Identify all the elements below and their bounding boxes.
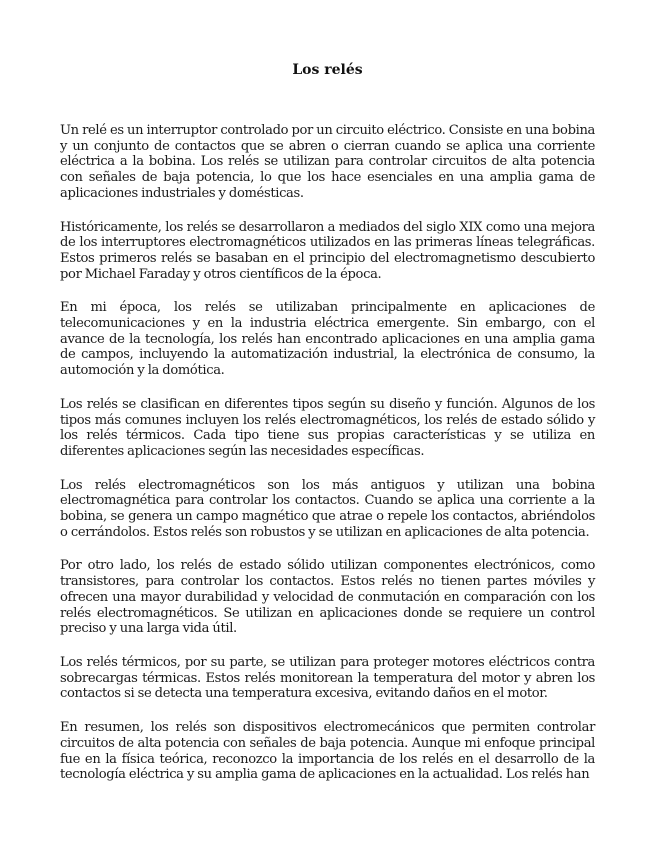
paragraph-applications: En mi época, los relés se utilizaban principalmente en aplicaciones de telecomunicaciones y en la industria eléctrica emergente. Sin embargo, con el avance de la tecnología, los relés han encontrado aplicaciones en una amplia gama de campos, incluyendo la automatización industrial, la electrónica de consumo, la automoción y la domótica. [60, 300, 595, 379]
paragraph-classification: Los relés se clasifican en diferentes tipos según su diseño y función. Algunos de los tipos más comunes incluyen los relés electromagnéticos, los relés de estado sólido y los relés térmicos. Cada tipo tiene sus propias características y se utiliza en diferentes aplicaciones según las necesidades específicas. [60, 396, 595, 459]
paragraph-history: Históricamente, los relés se desarrollaron a mediados del siglo XIX como una mejora de los interruptores electromagnéticos utilizados en las primeras líneas telegráficas. Estos primeros relés se basaban en el principio del electromagnetismo descubierto por Michael Faraday y otros científicos de la época. [60, 219, 595, 282]
paragraph-summary: En resumen, los relés son dispositivos electromecánicos que permiten controlar circuitos de alta potencia con señales de baja potencia. Aunque mi enfoque principal fue en la física teórica, reconozco la importancia de los relés en el desarrollo de la tecnología eléctrica y su amplia gama de aplicaciones en la actualidad. Los relés han [60, 720, 595, 783]
paragraph-electromagnetic-relays: Los relés electromagnéticos son los más antiguos y utilizan una bobina electromagnética para controlar los contactos. Cuando se aplica una corriente a la bobina, se genera un campo magnético que atrae o repele los contactos, abriéndolos o cerrándolos. Estos relés son robustos y se utilizan en aplicaciones de alta potencia. [60, 477, 595, 540]
paragraph-solid-state-relays: Por otro lado, los relés de estado sólido utilizan componentes electrónicos, como transistores, para controlar los contactos. Estos relés no tienen partes móviles y ofrecen una mayor durabilidad y velocidad de conmutación en comparación con los relés electromagnéticos. Se utilizan en aplicaciones donde se requiere un control preciso y una larga vida útil. [60, 558, 595, 637]
document-body [60, 123, 595, 801]
paragraph-definition: Un relé es un interruptor controlado por un circuito eléctrico. Consiste en una bobina y un conjunto de contactos que se abren o cierran cuando se aplica una corriente eléctrica a la bobina. Los relés se utilizan para controlar circuitos de alta potencia con señales de baja potencia, lo que los hace esenciales en una amplia gama de aplicaciones industriales y domésticas. [60, 123, 595, 201]
page-title: Los relés [292, 62, 363, 78]
paragraph-thermal-relays: Los relés térmicos, por su parte, se utilizan para proteger motores eléctricos contra sobrecargas térmicas. Estos relés monitorean la temperatura del motor y abren los contactos si se detecta una temperatura excesiva, evitando daños en el motor. [60, 654, 595, 702]
